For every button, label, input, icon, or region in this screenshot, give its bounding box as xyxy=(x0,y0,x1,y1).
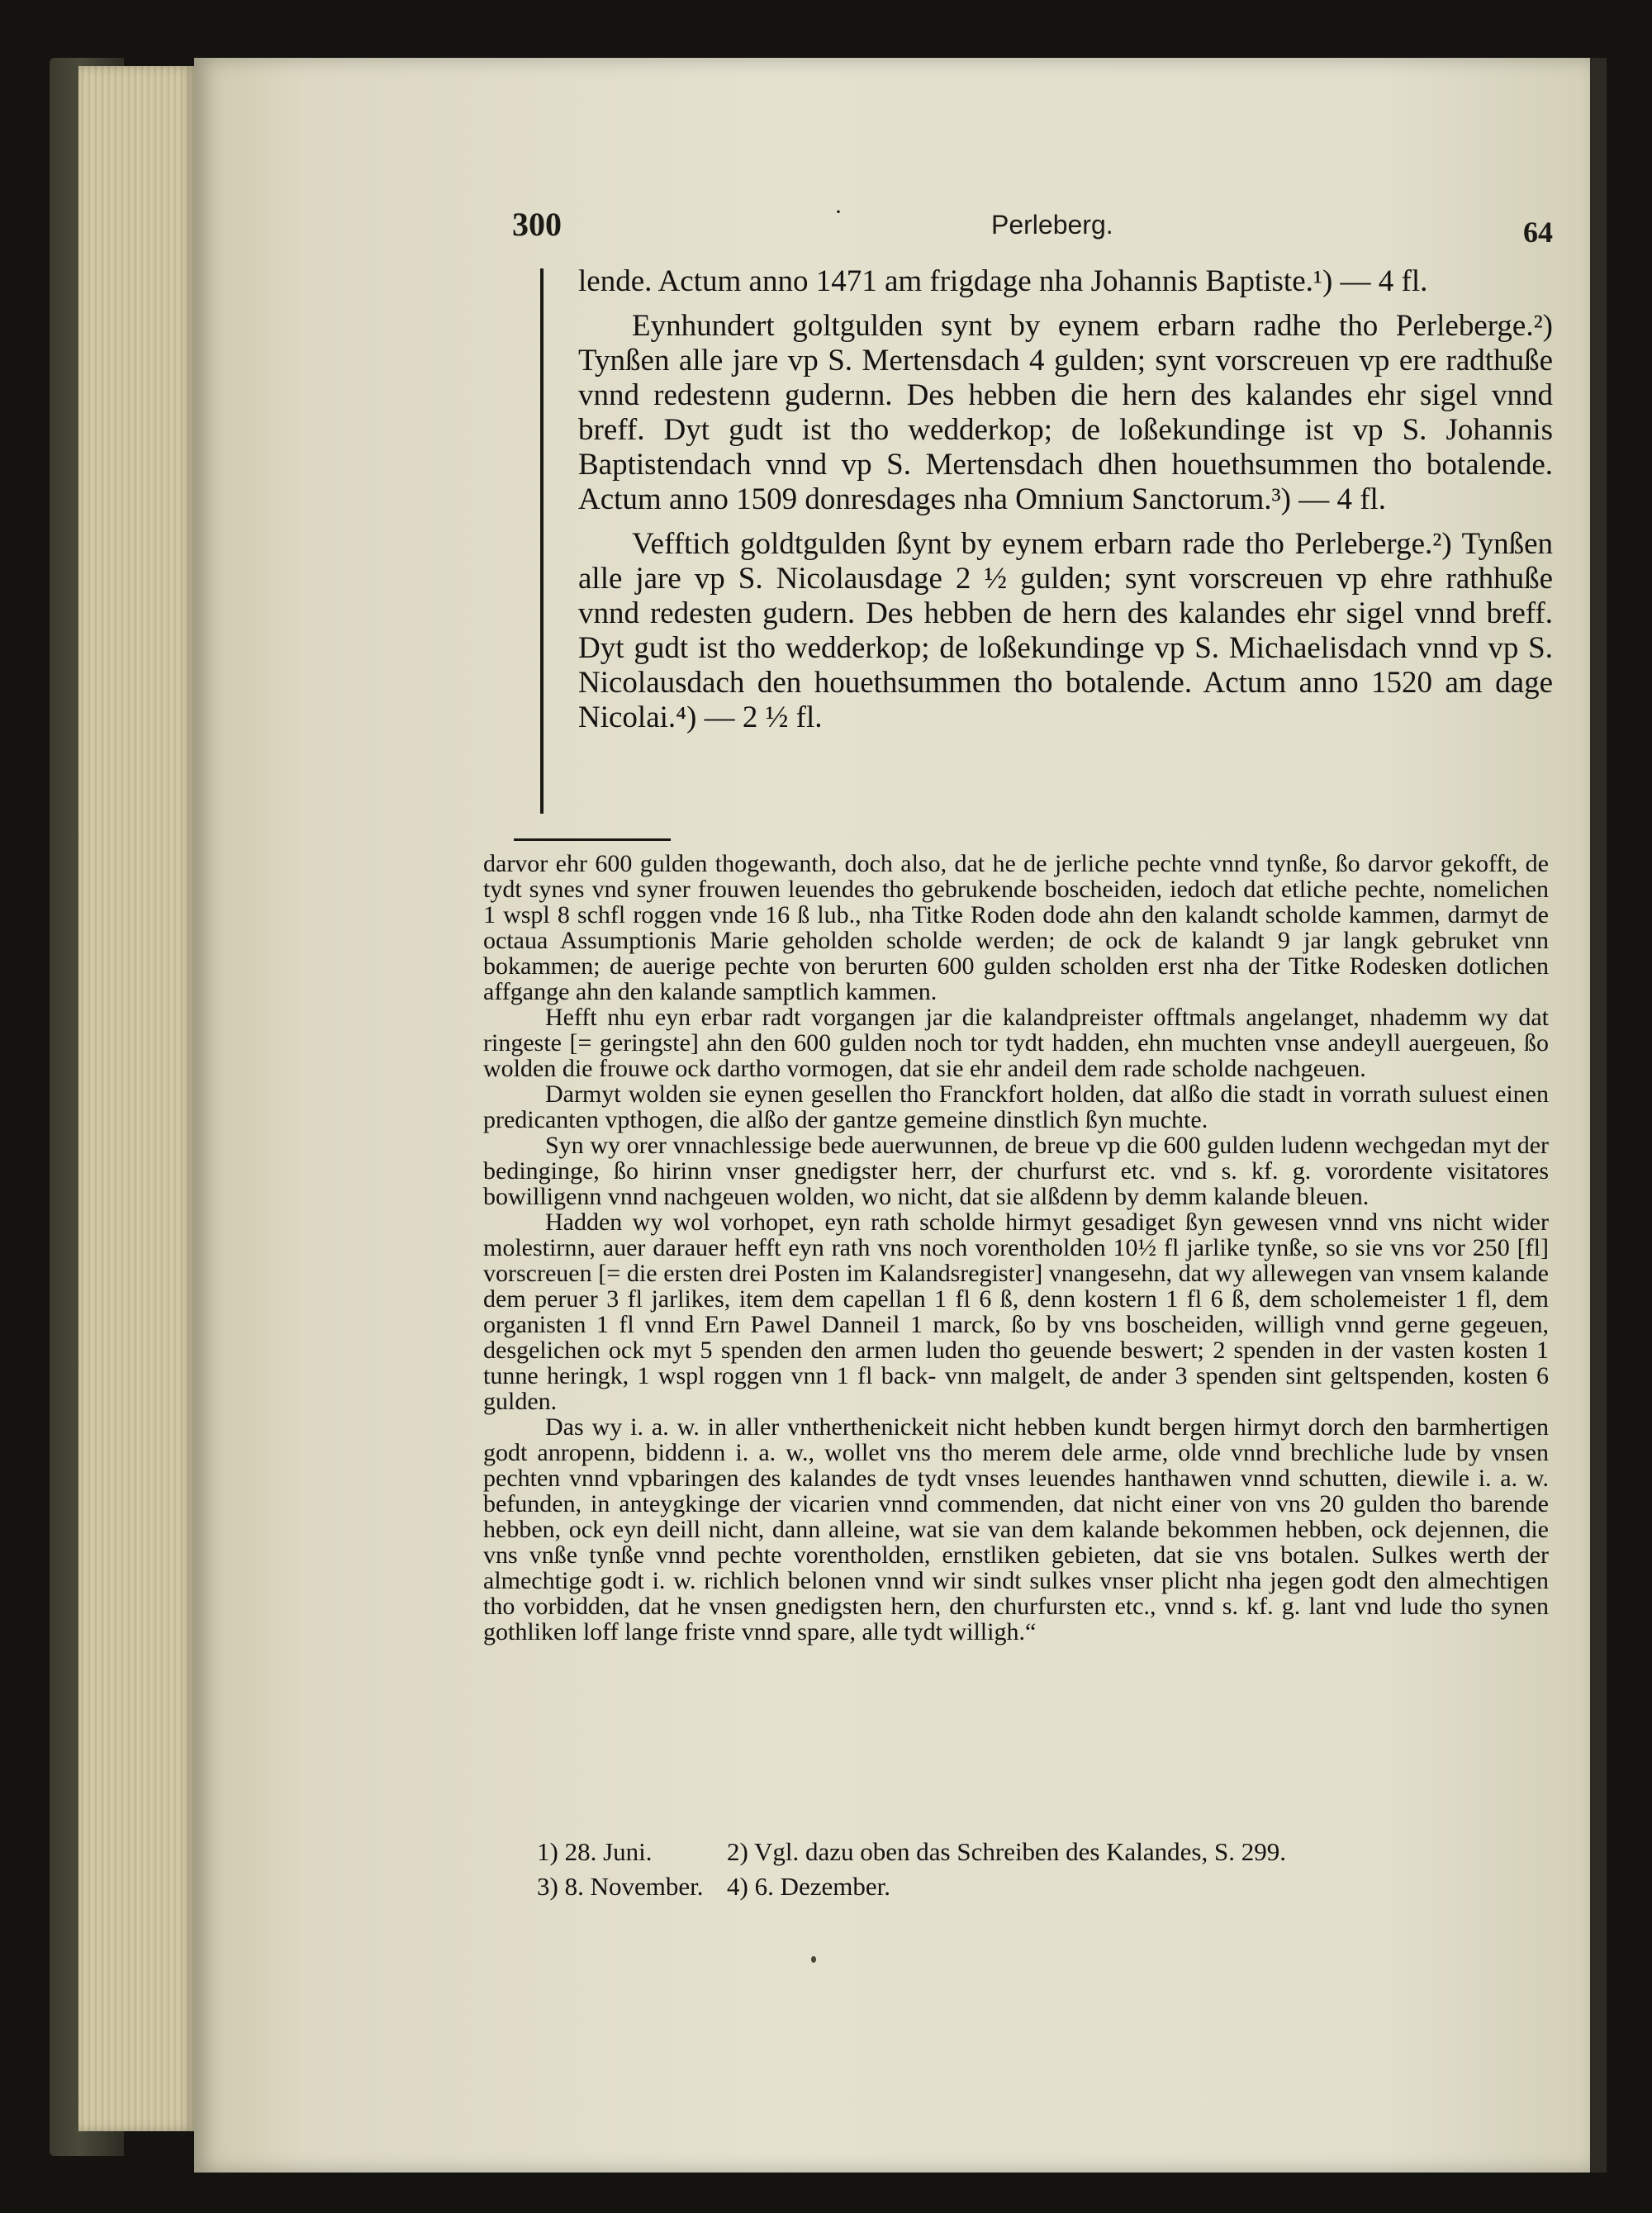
page-number: 300 xyxy=(512,206,562,243)
book-spine-right xyxy=(1590,58,1607,2173)
note-row xyxy=(537,1870,1528,1905)
running-header xyxy=(512,198,1553,249)
page-edges xyxy=(78,66,194,2131)
note: 1) 28. Juni. xyxy=(537,1837,653,1866)
note: 2) Vgl. dazu oben das Schreiben des Kalandes, S. 299. xyxy=(727,1837,1286,1866)
footnote-paragraph: Darmyt wolden sie eynen gesellen tho Franckfort holden, dat alßo die stadt in vorrath suluest einen predicanten vpthogen, die alßo der gantze gemeine dinstlich ßyn muchte. xyxy=(483,1080,1549,1133)
paragraph: lende. Actum anno 1471 am frigdage nha Johannis Baptiste.¹) — 4 fl. xyxy=(578,264,1428,298)
footnote-paragraph: Hefft nhu eyn erbar radt vorgangen jar die kalandpreister offtmals angelanget, nhademm wy dat ringeste [= geringste] ahn den 600 gulden noch tor tydt hadden, ehn muchten vnse andeyll auergeuen, ßo wolden die frouwe ock dartho vormogen, dat sie ehr andeil dem rade scholde nachgeuen. xyxy=(483,1004,1549,1082)
footnote-paragraph: Das wy i. a. w. in aller vntherthenickeit nicht hebben kundt bergen hirmyt dorch den barmhertigen godt anropenn, biddenn i. a. w., wollet vns tho merem dele arme, olde vnnd brechliche lude by vnsen pechten vnnd vpbaringen des kalandes de tydt vnses leuendes hanthawen vnnd schutten, diewile i. a. w. befunden, in anteygkinge der vicarien vnnd commenden, dat nicht einer von vns 20 gulden tho barende hebben, ock eyn deill nicht, dann alleine, wat sie van dem kalande bekommen hebben, ock dejennen, die vns vnße tynße vnnd pechte vorentholden, ernstliken gebieten, dat sie vns botalen. Sulkes werth der almechtige godt i. w. richlich belonen vnnd wir sindt sulkes vnser plicht nha jegen godt den almechtigen tho vorbidden, dat he vnsen gnedigsten hern, den churfursten etc., vnnd s. kf. g. lant vnd lude tho synen gothliken loff lange friste vnnd spare, alle tydt willigh.“ xyxy=(483,1413,1549,1646)
footnote-rule xyxy=(514,838,671,841)
footnote-block xyxy=(483,851,1549,1645)
ink-dot: · xyxy=(834,198,843,226)
footnote-paragraph: Syn wy orer vnnachlessige bede auerwunnen, de breue vp die 600 gulden ludenn wechgedan myt der bedinginge, ßo hirinn vnser gnedigster herr, der churfurst etc. vnd s. kf. g. vorordente visitatores bowilligenn vnnd nachgeuen wolden, wo nicht, dat sie alßdenn by demm kalande bleuen. xyxy=(483,1132,1549,1210)
paragraph: Vefftich goldtgulden ßynt by eynem erbarn rade tho Perleberge.²) Tynßen alle jare vp S. Nicolausdage 2 ½ gulden; synt vorscreuen vp ehre rathhuße vnnd redesten gudern. Des hebben de hern des kalandes ehr sigel vnnd breff. Dyt gudt ist tho wedderkop; de loßekundinge vp S. Michaelisdach vnnd vp S. Nicolausdach den houethsummen tho botalende. Actum anno 1520 am dage Nicolai.⁴) — 2 ½ fl. xyxy=(578,527,1553,734)
note: 4) 6. Dezember. xyxy=(727,1872,890,1901)
main-text xyxy=(578,264,1553,735)
ink-speck xyxy=(811,1956,816,1963)
running-title: Perleberg. xyxy=(991,210,1113,240)
margin-bar xyxy=(540,268,544,814)
endnotes xyxy=(537,1835,1528,1905)
note-row xyxy=(537,1835,1528,1870)
footnote-paragraph: darvor ehr 600 gulden thogewanth, doch also, dat he de jerliche pechte vnnd tynße, ßo darvor gekofft, de tydt synes vnd syner frouwen leuendes tho gebrukende boscheiden, iedoch dat etliche pechte, nomelichen 1 wspl 8 schfl roggen vnde 16 ß lub., nha Titke Roden dode ahn den kalandt scholde kammen, darmyt de octaua Assumptionis Marie geholden scholde werden; de ock de kalandt 9 jar langk gebruket vnn bokammen; de auerige pechte von berurten 600 gulden scholden erst nha der Titke Rodesken dotlichen affgange ahn den kalande samptlich kammen. xyxy=(483,850,1549,1005)
paragraph: Eynhundert goltgulden synt by eynem erbarn radhe tho Perleberge.²) Tynßen alle jare vp S. Mertensdach 4 gulden; synt vorscreuen vp ere radthuße vnnd redestenn gudernn. Des hebben die hern des kalandes ehr sigel vnnd breff. Dyt gudt ist tho wedderkop; de loßekundinge ist vp S. Johannis Baptistendach vnnd vp S. Mertensdach dhen houethsummen tho botalende. Actum anno 1509 donresdages nha Omnium Sanctorum.³) — 4 fl. xyxy=(578,309,1553,516)
folio-number: 64 xyxy=(1523,216,1553,249)
note: 3) 8. November. xyxy=(537,1872,704,1901)
footnote-paragraph: Hadden wy wol vorhopet, eyn rath scholde hirmyt gesadiget ßyn gewesen vnnd vns nicht wider molestirnn, auer darauer hefft eyn rath vns noch vorentholden 10½ fl jarlike tynße, so sie vns vor 250 [fl] vorscreuen [= die ersten drei Posten im Kalandsregister] vnangesehn, dat wy allewegen van vnsem kalande dem peruer 3 fl jarlikes, item dem capellan 1 fl 6 ß, denn kostern 1 fl 6 ß, dem scholemeister 1 fl, dem organisten 1 fl vnnd Ern Pawel Danneil 1 marck, ßo by vns boscheiden, willigh vnnd gerne gegeuen, desgelichen ock myt 5 spenden den armen luden tho geuende beswert; 2 spenden in der vasten kosten 1 tunne heringk, 1 wspl roggen vnn 1 fl back- vnn malgelt, de ander 3 spenden sint geltspenden, kosten 6 gulden. xyxy=(483,1209,1549,1415)
